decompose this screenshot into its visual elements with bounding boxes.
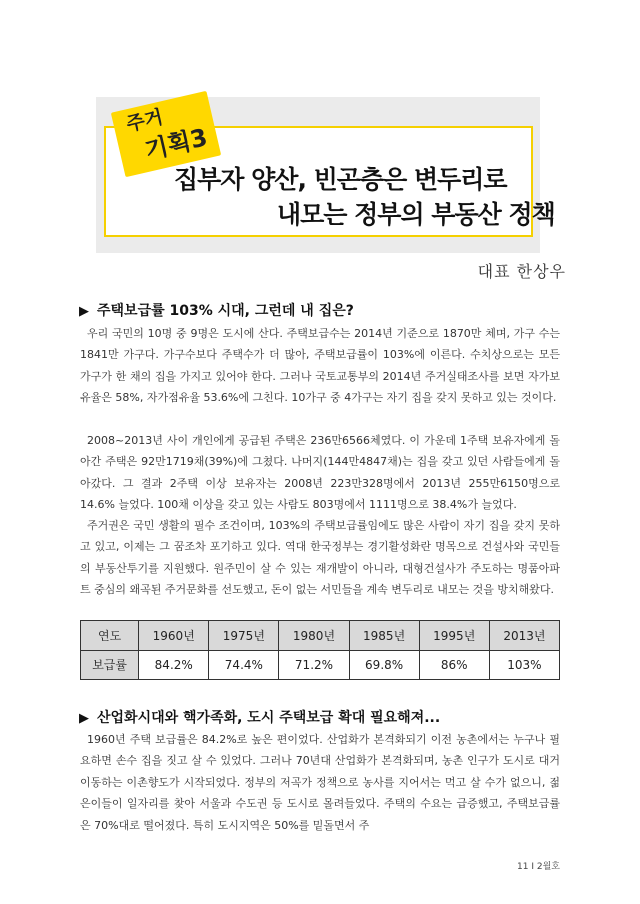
triangle-bullet-icon: ▶ xyxy=(79,304,89,319)
section-heading-2-text: 산업화시대와 핵가족화, 도시 주택보급 확대 필요해져... xyxy=(97,710,441,726)
section-heading-2 xyxy=(79,707,440,727)
table-row-years xyxy=(81,621,560,651)
section-heading-1 xyxy=(79,300,354,320)
table-rate: 86% xyxy=(419,650,489,680)
table-year: 1980년 xyxy=(279,621,349,651)
table-rate: 69.8% xyxy=(349,650,419,680)
table-row-label: 보급률 xyxy=(81,650,139,680)
table-header-label: 연도 xyxy=(81,621,139,651)
article-title-line2: 내모는 정부의 부동산 정책 xyxy=(277,200,555,229)
housing-supply-rate-table xyxy=(80,620,560,680)
table-rate: 74.4% xyxy=(209,650,279,680)
table-rate: 71.2% xyxy=(279,650,349,680)
series-tag-number: 기획3 xyxy=(142,123,210,165)
table-year: 1975년 xyxy=(209,621,279,651)
table-year: 2013년 xyxy=(489,621,559,651)
table-row-rates xyxy=(81,650,560,680)
table-year: 1985년 xyxy=(349,621,419,651)
triangle-bullet-icon: ▶ xyxy=(79,711,89,726)
table-rate: 84.2% xyxy=(139,650,209,680)
page-footer: 11 I 2월호 xyxy=(517,862,560,872)
series-tag-category: 주거 xyxy=(124,106,166,136)
table-year: 1960년 xyxy=(139,621,209,651)
section-heading-1-text: 주택보급률 103% 시대, 그런데 내 집은? xyxy=(97,303,354,319)
paragraph-2: 2008~2013년 사이 개인에게 공급된 주택은 236만6566체였다. 이 가운데 1주택 보유자에게 돌아간 주택은 92만1719채(39%)에 그쳤다. 나머지(144만4847채)는 집을 갖고 있던 사람들에게 돌아갔다. 그 결과 2주택 이상 보유자는 2008년 223만328명에서 2013년 255만6150명으로 14.6% 늘었다. 100채 이상을 갖고 있는 사람도 803명에서 1111명으로 38.4%가 늘었다. xyxy=(80,434,560,512)
table-year: 1995년 xyxy=(419,621,489,651)
table-rate: 103% xyxy=(489,650,559,680)
author-byline: 대표 한상우 xyxy=(477,262,566,281)
paragraph-3: 주거권은 국민 생활의 필수 조건이며, 103%의 주택보급률임에도 많은 사람이 자기 집을 갖지 못하고 있고, 이제는 그 꿈조차 포기하고 있다. 역대 한국정부는 경기활성화란 명목으로 건설사와 국민들의 부동산투기를 지원했다. 원주민이 살 수 있는 재개발이 아니라, 대형건설사가 주도하는 명품아파트 중심의 왜곡된 주거문화를 선도했고, 돈이 없는 서민들을 계속 변두리로 내모는 것을 방치해왔다. xyxy=(80,519,560,597)
paragraph-1: 우리 국민의 10명 중 9명은 도시에 산다. 주택보급수는 2014년 기준으로 1870만 체며, 가구 수는 1841만 가구다. 가구수보다 주택수가 더 많아, 주택보급률이 103%에 이른다. 수치상으로는 모든 가구가 한 채의 집을 가지고 있어야 한다. 그러나 국토교통부의 2014년 주거실태조사를 보면 자가보유율은 58%, 자가점유율 53.6%에 그친다. 10가구 중 4가구는 자기 집을 갖지 못하고 있는 것이다. xyxy=(80,327,560,405)
article-title-line1: 집부자 양산, 빈곤층은 변두리로 xyxy=(174,165,507,194)
paragraph-4: 1960년 주택 보급률은 84.2%로 높은 편이었다. 산업화가 본격화되기 이전 농촌에서는 누구나 필요하면 손수 집을 짓고 살 수 있었다. 그러나 70년대 산업화가 본격화되며, 농촌 인구가 도시로 대거 이동하는 이촌향도가 시작되었다. 정부의 저곡가 정책으로 농사를 지어서는 먹고 살 수가 없으니, 젊은이들이 일자리를 찾아 서울과 수도권 등 도시로 몰려들었다. 주택의 수요는 급증했고, 주택보급률은 70%대로 떨어졌다. 특히 도시지역은 50%를 밑돌면서 주 xyxy=(80,733,560,832)
